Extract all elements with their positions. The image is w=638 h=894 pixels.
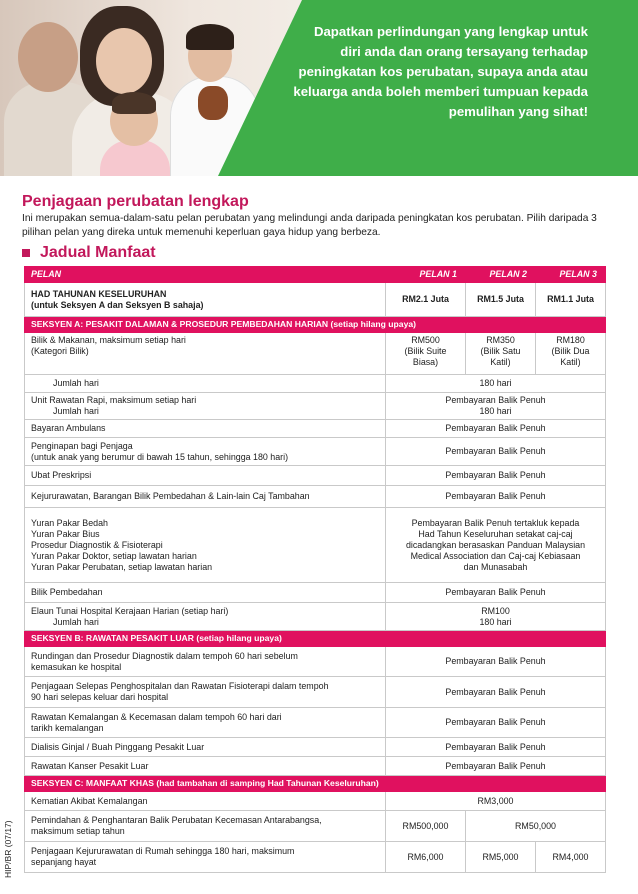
- table-row: [25, 842, 606, 873]
- value-line: (Bilik Satu: [480, 346, 521, 356]
- row-label: [25, 647, 386, 677]
- value-line: (Bilik Suite: [404, 346, 447, 356]
- hero-line: peningkatan kos perubatan, supaya anda atau: [298, 64, 588, 79]
- hero-line: diri anda dan orang tersayang terhadap: [340, 44, 588, 59]
- value-line: RM100: [481, 605, 510, 616]
- row-label-line: sepanjang hayat: [31, 857, 97, 867]
- plan-2-value: RM1.5 Juta: [466, 283, 536, 317]
- plan-2-value: RM5,000: [466, 842, 536, 873]
- section-c-title: SEKSYEN C: MANFAAT KHAS (had tambahan di samping Had Tahunan Keseluruhan): [25, 776, 606, 792]
- hero-line: keluarga anda boleh memberi tumpuan kepada: [293, 84, 588, 99]
- all-plans-value: Pembayaran Balik Penuh: [386, 738, 606, 757]
- plan-1-value: RM6,000: [386, 842, 466, 873]
- row-label-line: Jumlah hari: [53, 616, 99, 627]
- row-label: Kejururawatan, Barangan Bilik Pembedahan & Lain-lain Caj Tambahan: [25, 486, 386, 508]
- all-plans-value: 180 hari: [386, 375, 606, 393]
- value-line: Biasa): [412, 357, 439, 367]
- table-row: [25, 647, 606, 677]
- row-label-line: Yuran Pakar Doktor, setiap lawatan harian: [31, 550, 197, 561]
- plan-3-value: RM1.1 Juta: [536, 283, 606, 317]
- table-row: [25, 333, 606, 375]
- table-row: [25, 603, 606, 631]
- row-label: Kematian Akibat Kemalangan: [25, 792, 386, 811]
- table-row: [25, 486, 606, 508]
- row-label-line: tarikh kemalangan: [31, 722, 104, 733]
- section-b-title: SEKSYEN B: RAWATAN PESAKIT LUAR (setiap hilang upaya): [25, 631, 606, 647]
- value-line: dicadangkan berasaskan Panduan Malaysian: [405, 539, 586, 550]
- value-line: Pembayaran Balik Penuh tertakluk kepada: [411, 517, 580, 528]
- table-row: [25, 393, 606, 420]
- header-pelan: PELAN: [25, 267, 386, 283]
- row-label-line: Elaun Tunai Hospital Kerajaan Harian (setiap hari): [31, 605, 229, 616]
- benefit-schedule-heading: [22, 244, 156, 262]
- photo-mother-face: [96, 28, 152, 94]
- value-line: Pembayaran Balik Penuh: [445, 395, 546, 405]
- row-label-line: Bilik & Makanan, maksimum setiap hari: [31, 335, 186, 345]
- table-row: [25, 677, 606, 708]
- row-label-line: Yuran Pakar Bedah: [31, 517, 108, 528]
- all-plans-value: Pembayaran Balik Penuh: [386, 647, 606, 677]
- plan-1-value: RM2.1 Juta: [386, 283, 466, 317]
- row-label-line: 90 hari selepas keluar dari hospital: [31, 692, 169, 702]
- row-label-line: Rundingan dan Prosedur Diagnostik dalam tempoh 60 hari sebelum: [31, 650, 298, 661]
- description-line: pilihan pelan yang direka untuk memenuhi keperluan gaya hidup yang berbeza.: [22, 227, 381, 238]
- row-label-line: Jumlah hari: [53, 406, 99, 416]
- value-line: RM350: [486, 335, 515, 345]
- row-label-line: Unit Rawatan Rapi, maksimum setiap hari: [31, 395, 197, 405]
- row-label: [25, 811, 386, 842]
- plan-1-value: RM500,000: [386, 811, 466, 842]
- table-row: [25, 738, 606, 757]
- photo-teddy-bear: [198, 86, 228, 120]
- all-plans-value: Pembayaran Balik Penuh: [386, 677, 606, 708]
- row-label-line: Prosedur Diagnostik & Fisioterapi: [31, 539, 163, 550]
- table-row: [25, 708, 606, 738]
- row-label: [25, 393, 386, 420]
- value-line: Katil): [490, 357, 511, 367]
- value-line: 180 hari: [479, 406, 512, 416]
- hero-line: Dapatkan perlindungan yang lengkap untuk: [313, 24, 588, 39]
- all-plans-value: RM3,000: [386, 792, 606, 811]
- row-label-text: Jumlah hari: [53, 378, 99, 388]
- row-label: [25, 677, 386, 708]
- row-label-line: Yuran Pakar Perubatan, setiap lawatan harian: [31, 561, 213, 572]
- header-plan-2: PELAN 2: [466, 267, 536, 283]
- section-a-row: [25, 317, 606, 333]
- value-line: Medical Association dan Caj-caj Kebiasaan: [410, 550, 581, 561]
- row-label: [25, 283, 386, 317]
- row-label: [25, 438, 386, 466]
- all-plans-value: Pembayaran Balik Penuh: [386, 438, 606, 466]
- benefit-schedule-title: Jadual Manfaat: [40, 244, 156, 261]
- row-label: [25, 508, 386, 583]
- hero-line: pemulihan yang sihat!: [448, 104, 588, 119]
- table-row: [25, 583, 606, 603]
- row-label: [25, 603, 386, 631]
- document-code: HIP/BR (07/17): [3, 820, 13, 878]
- table-header-row: [25, 267, 606, 283]
- table-row: [25, 420, 606, 438]
- square-bullet-icon: [22, 249, 30, 257]
- value-line: Katil): [560, 357, 581, 367]
- plan-3-value: RM4,000: [536, 842, 606, 873]
- row-label-line: (Kategori Bilik): [31, 346, 89, 356]
- section-title: Penjagaan perubatan lengkap: [22, 193, 249, 210]
- photo-father-head: [18, 22, 78, 92]
- benefit-table: [24, 266, 606, 873]
- value-line: Had Tahun Keseluruhan setakat caj-caj: [418, 528, 573, 539]
- value-line: (Bilik Dua: [551, 346, 590, 356]
- row-label: [25, 375, 386, 393]
- all-plans-value: Pembayaran Balik Penuh: [386, 420, 606, 438]
- row-label-line: Pemindahan & Penghantaran Balik Perubatan Kecemasan Antarabangsa,: [31, 815, 322, 825]
- table-row: [25, 757, 606, 776]
- all-plans-value: [386, 508, 606, 583]
- plan-2-3-value: RM50,000: [466, 811, 606, 842]
- all-plans-value: [386, 393, 606, 420]
- row-label-line: HAD TAHUNAN KESELURUHAN: [31, 288, 167, 299]
- table-row: [25, 811, 606, 842]
- row-label: Ubat Preskripsi: [25, 466, 386, 486]
- table-row: [25, 466, 606, 486]
- hero-tagline: [232, 22, 588, 122]
- value-line: dan Munasabah: [463, 561, 528, 572]
- row-label-line: Rawatan Kemalangan & Kecemasan dalam tempoh 60 hari dari: [31, 711, 282, 722]
- row-label: [25, 333, 386, 375]
- all-plans-value: Pembayaran Balik Penuh: [386, 708, 606, 738]
- photo-doctor-hair: [186, 24, 234, 50]
- row-label-line: Penginapan bagi Penjaga: [31, 440, 133, 451]
- row-label-line: Yuran Pakar Bius: [31, 528, 100, 539]
- table-row: [25, 438, 606, 466]
- table-row: [25, 375, 606, 393]
- row-label: [25, 842, 386, 873]
- plan-2-value: [466, 333, 536, 375]
- header-plan-1: PELAN 1: [386, 267, 466, 283]
- section-b-row: [25, 631, 606, 647]
- row-label: Rawatan Kanser Pesakit Luar: [25, 757, 386, 776]
- row-label: Bayaran Ambulans: [25, 420, 386, 438]
- value-line: RM180: [556, 335, 585, 345]
- table-row: [25, 283, 606, 317]
- section-a-title: SEKSYEN A: PESAKIT DALAMAN & PROSEDUR PEMBEDAHAN HARIAN (setiap hilang upaya): [25, 317, 606, 333]
- value-line: 180 hari: [479, 616, 512, 627]
- plan-3-value: [536, 333, 606, 375]
- row-label-line: (untuk anak yang berumur di bawah 15 tahun, sehingga 180 hari): [31, 451, 289, 462]
- description-line: Ini merupakan semua-dalam-satu pelan perubatan yang melindungi anda daripada peningkatan kos perubatan. Pilih daripada 3: [22, 213, 597, 224]
- row-label-line: (untuk Seksyen A dan Seksyen B sahaja): [31, 299, 204, 310]
- photo-baby-hair: [112, 92, 156, 114]
- row-label: Bilik Pembedahan: [25, 583, 386, 603]
- row-label-line: kemasukan ke hospital: [31, 661, 122, 672]
- value-line: RM500: [411, 335, 440, 345]
- all-plans-value: Pembayaran Balik Penuh: [386, 466, 606, 486]
- table-row: [25, 792, 606, 811]
- table-row: [25, 508, 606, 583]
- row-label: [25, 708, 386, 738]
- row-label-line: maksimum setiap tahun: [31, 826, 125, 836]
- section-description: [22, 212, 618, 240]
- row-label-line: Penjagaan Selepas Penghospitalan dan Rawatan Fisioterapi dalam tempoh: [31, 681, 329, 691]
- section-c-row: [25, 776, 606, 792]
- all-plans-value: [386, 603, 606, 631]
- all-plans-value: Pembayaran Balik Penuh: [386, 486, 606, 508]
- all-plans-value: Pembayaran Balik Penuh: [386, 757, 606, 776]
- plan-1-value: [386, 333, 466, 375]
- header-plan-3: PELAN 3: [536, 267, 606, 283]
- hero-banner: [0, 0, 638, 176]
- row-label-line: Penjagaan Kejururawatan di Rumah sehingga 180 hari, maksimum: [31, 846, 295, 856]
- all-plans-value: Pembayaran Balik Penuh: [386, 583, 606, 603]
- row-label: Dialisis Ginjal / Buah Pinggang Pesakit Luar: [25, 738, 386, 757]
